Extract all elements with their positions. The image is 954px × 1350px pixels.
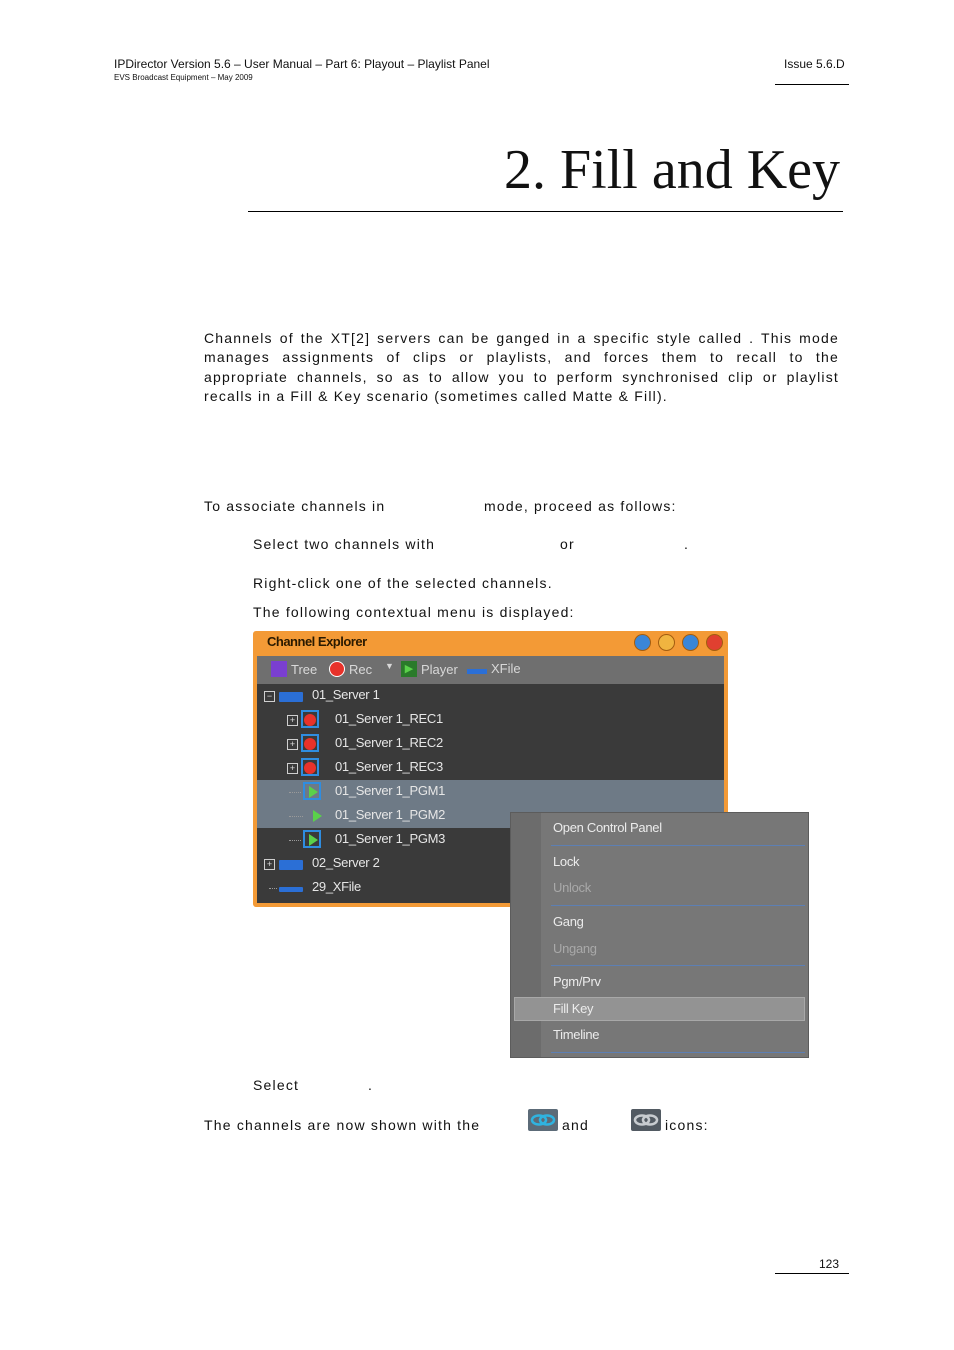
toolbar-rec[interactable]: Rec: [329, 661, 372, 677]
menu-item-ungang[interactable]: Ungang: [553, 941, 597, 956]
chevron-down-icon[interactable]: ▼: [385, 661, 394, 671]
menu-item-fill-key[interactable]: Fill Key: [553, 1001, 594, 1016]
maximize-icon[interactable]: [682, 634, 699, 651]
menu-separator: [551, 965, 805, 966]
close-icon[interactable]: [706, 634, 723, 651]
step2-note: The following contextual menu is displayed:: [253, 604, 575, 620]
tree-row[interactable]: + 01_Server 1_REC2: [257, 732, 724, 756]
toolbar-xfile[interactable]: XFile: [467, 661, 521, 676]
header-subtitle: EVS Broadcast Equipment – May 2009: [114, 73, 253, 82]
xfile-icon: [467, 669, 487, 674]
step1-text-a: Select two channels with: [253, 536, 436, 552]
window-title: Channel Explorer: [267, 634, 367, 649]
expand-icon[interactable]: +: [287, 763, 298, 774]
help-icon[interactable]: [634, 634, 651, 651]
menu-separator: [551, 905, 805, 906]
fill-key-link-gray-icon: [631, 1109, 661, 1131]
menu-item-timeline[interactable]: Timeline: [553, 1027, 600, 1042]
menu-item-unlock[interactable]: Unlock: [553, 880, 591, 895]
chapter-title: 2. Fill and Key: [504, 139, 840, 201]
toolbar-player[interactable]: ▶ Player: [401, 661, 458, 677]
footer-rule: [775, 1273, 849, 1274]
tree-icon: [271, 661, 287, 677]
play-icon: [309, 786, 318, 798]
rec-icon: [304, 714, 316, 726]
menu-separator: [551, 845, 805, 846]
page-number: 123: [819, 1257, 840, 1271]
tree-row[interactable]: − 01_Server 1: [257, 684, 724, 708]
play-icon: [309, 834, 318, 846]
procedure-intro-b: mode, proceed as follows:: [484, 498, 677, 514]
explorer-toolbar: [257, 656, 724, 684]
tree-connector: [289, 816, 303, 817]
expand-icon[interactable]: +: [264, 859, 275, 870]
expand-icon[interactable]: +: [287, 739, 298, 750]
menu-item-pgm-prv[interactable]: Pgm/Prv: [553, 974, 601, 989]
fill-key-link-icon: [528, 1109, 558, 1131]
player-icon: ▶: [401, 661, 417, 677]
tree-row[interactable]: 01_Server 1_PGM3: [257, 828, 724, 852]
step1-text-b: or: [560, 536, 575, 552]
tree-row[interactable]: 01_Server 1_PGM1: [257, 780, 724, 804]
menu-separator: [551, 1052, 805, 1053]
procedure-intro-a: To associate channels in: [204, 498, 386, 514]
result-text-c: icons:: [665, 1117, 709, 1133]
menu-item-lock[interactable]: Lock: [553, 854, 580, 869]
server-icon: [279, 692, 303, 702]
context-menu: [510, 812, 809, 1058]
minimize-icon[interactable]: [658, 634, 675, 651]
step3-text-b: .: [368, 1077, 374, 1093]
xfile-icon: [279, 887, 303, 892]
header-rule: [775, 84, 849, 85]
tree-connector: [269, 888, 277, 889]
chapter-rule: [248, 211, 843, 212]
collapse-icon[interactable]: −: [264, 691, 275, 702]
tree-row[interactable]: 29_XFile: [257, 876, 724, 900]
tree-row[interactable]: + 02_Server 2: [257, 852, 724, 876]
play-icon: [313, 810, 322, 822]
tree-connector: [289, 840, 301, 841]
menu-item-open-control-panel[interactable]: Open Control Panel: [553, 820, 662, 835]
rec-icon: [329, 661, 345, 677]
toolbar-tree[interactable]: Tree: [271, 661, 317, 677]
server-icon: [279, 860, 303, 870]
intro-paragraph: Channels of the XT[2] servers can be ganged in a specific style called . This mode manages assignments of clips or playlists, and forces them to recall to the appropriate channels, so as to allow you to perform synchronised clip or playlist recalls in a Fill & Key scenario (sometimes called Matte & Fill).: [204, 330, 839, 404]
step1-text-c: .: [684, 536, 690, 552]
menu-item-gang[interactable]: Gang: [553, 914, 584, 929]
tree-row[interactable]: 01_Server 1_PGM2: [257, 804, 724, 828]
tree-connector: [289, 792, 301, 793]
tree-row[interactable]: + 01_Server 1_REC3: [257, 756, 724, 780]
header-title: IPDirector Version 5.6 – User Manual – Part 6: Playout – Playlist Panel: [114, 57, 490, 71]
rec-icon: [304, 738, 316, 750]
result-text-a: The channels are now shown with the: [204, 1117, 481, 1133]
step2-text: Right-click one of the selected channels.: [253, 575, 553, 591]
tree-row[interactable]: + 01_Server 1_REC1: [257, 708, 724, 732]
result-text-b: and: [562, 1117, 589, 1133]
expand-icon[interactable]: +: [287, 715, 298, 726]
header-issue: Issue 5.6.D: [784, 57, 845, 71]
step3-text-a: Select: [253, 1077, 300, 1093]
rec-icon: [304, 762, 316, 774]
